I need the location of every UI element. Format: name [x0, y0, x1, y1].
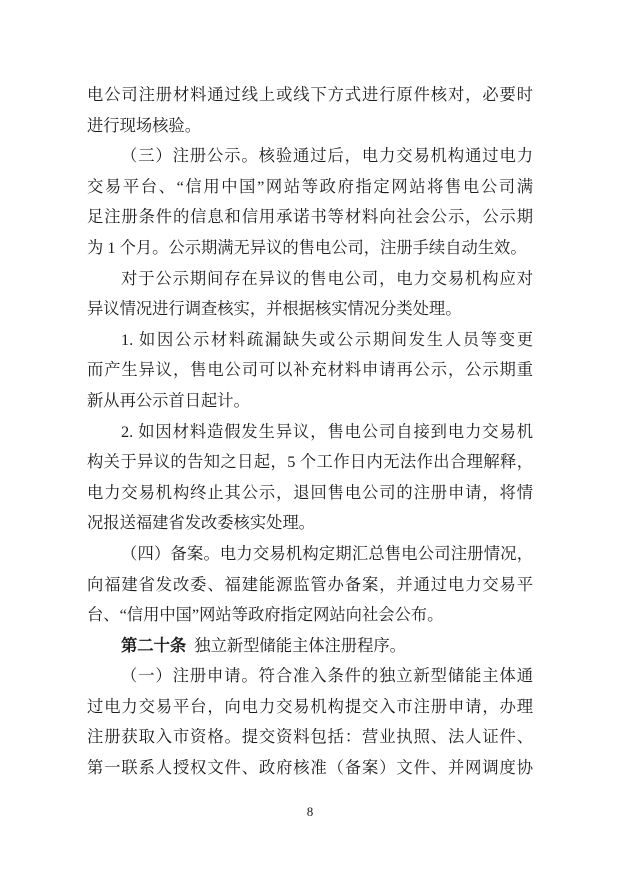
- text-run: 向福建省发改委、福建能源监管办备案，并通过电力交易平: [87, 574, 533, 594]
- text-run: 电力交易机构终止其公示，退回售电公司的注册申请，将情: [87, 482, 533, 502]
- text-run: 第一联系人授权文件、政府核准（备案）文件、并网调度协: [87, 758, 533, 778]
- document-line: [87, 478, 533, 509]
- paragraph: [87, 325, 533, 417]
- document-line: [87, 325, 533, 356]
- document-line: [87, 631, 533, 662]
- text-run: 对于公示期间存在异议的售电公司，电力交易机构应对: [121, 268, 533, 288]
- page-number: 8: [306, 804, 314, 819]
- text-run: 异议情况进行调查核实，并根据核实情况分类处理。: [87, 299, 462, 319]
- text-run: 台、“信用中国”网站等政府指定网站向社会公布。: [87, 605, 444, 625]
- text-run: 注册获取入市资格。提交资料包括：营业执照、法人证件、: [87, 727, 533, 747]
- document-line: [87, 417, 533, 448]
- document-line: [87, 141, 533, 172]
- document-line: [87, 202, 533, 233]
- text-run: 为 1 个月。公示期满无异议的售电公司，注册手续自动生效。: [87, 237, 527, 257]
- text-run: 独立新型储能主体注册程序。: [186, 635, 406, 655]
- text-run: 新从再公示首日起计。: [87, 390, 250, 410]
- document-line: [87, 264, 533, 295]
- document-line: [87, 753, 533, 784]
- text-run: （四）备案。电力交易机构定期汇总售电公司注册情况，: [121, 543, 533, 563]
- text-run: 而产生异议，售电公司可以补充材料申请再公示，公示期重: [87, 360, 533, 380]
- text-run: 过电力交易平台，向电力交易机构提交入市注册申请，办理: [87, 696, 533, 716]
- document-line: [87, 111, 533, 142]
- document-line: [87, 355, 533, 386]
- document-content: [87, 80, 533, 784]
- document-line: [87, 447, 533, 478]
- document-line: [87, 80, 533, 111]
- paragraph: [87, 417, 533, 539]
- paragraph: [87, 264, 533, 325]
- paragraph: [87, 631, 533, 662]
- text-run: 构关于异议的告知之日起，5 个工作日内无法作出合理解释，: [87, 452, 533, 472]
- paragraph: [87, 80, 533, 141]
- text-run: 2. 如因材料造假发生异议，售电公司自接到电力交易机: [121, 421, 533, 441]
- document-line: [87, 722, 533, 753]
- document-line: [87, 294, 533, 325]
- document-line: [87, 661, 533, 692]
- text-run: 电公司注册材料通过线上或线下方式进行原件核对，必要时: [87, 85, 533, 104]
- document-line: [87, 386, 533, 417]
- text-run: （三）注册公示。核验通过后，电力交易机构通过电力: [121, 146, 533, 166]
- document-line: [87, 172, 533, 203]
- article-number-bold: 第二十条: [121, 635, 187, 655]
- text-run: （一）注册申请。符合准入条件的独立新型储能主体通: [121, 666, 533, 686]
- text-run: 足注册条件的信息和信用承诺书等材料向社会公示，公示期: [87, 207, 533, 227]
- paragraph: [87, 141, 533, 263]
- document-line: [87, 508, 533, 539]
- paragraph: [87, 539, 533, 631]
- document-line: [87, 600, 533, 631]
- document-line: [87, 570, 533, 601]
- document-line: [87, 692, 533, 723]
- text-run: 交易平台、“信用中国”网站等政府指定网站将售电公司满: [87, 176, 533, 196]
- document-line: [87, 233, 533, 264]
- text-run: 进行现场核验。: [87, 115, 201, 135]
- document-line: [87, 539, 533, 570]
- paragraph: [87, 661, 533, 783]
- text-run: 1. 如因公示材料疏漏缺失或公示期间发生人员等变更: [121, 329, 533, 349]
- text-run: 况报送福建省发改委核实处理。: [87, 513, 315, 533]
